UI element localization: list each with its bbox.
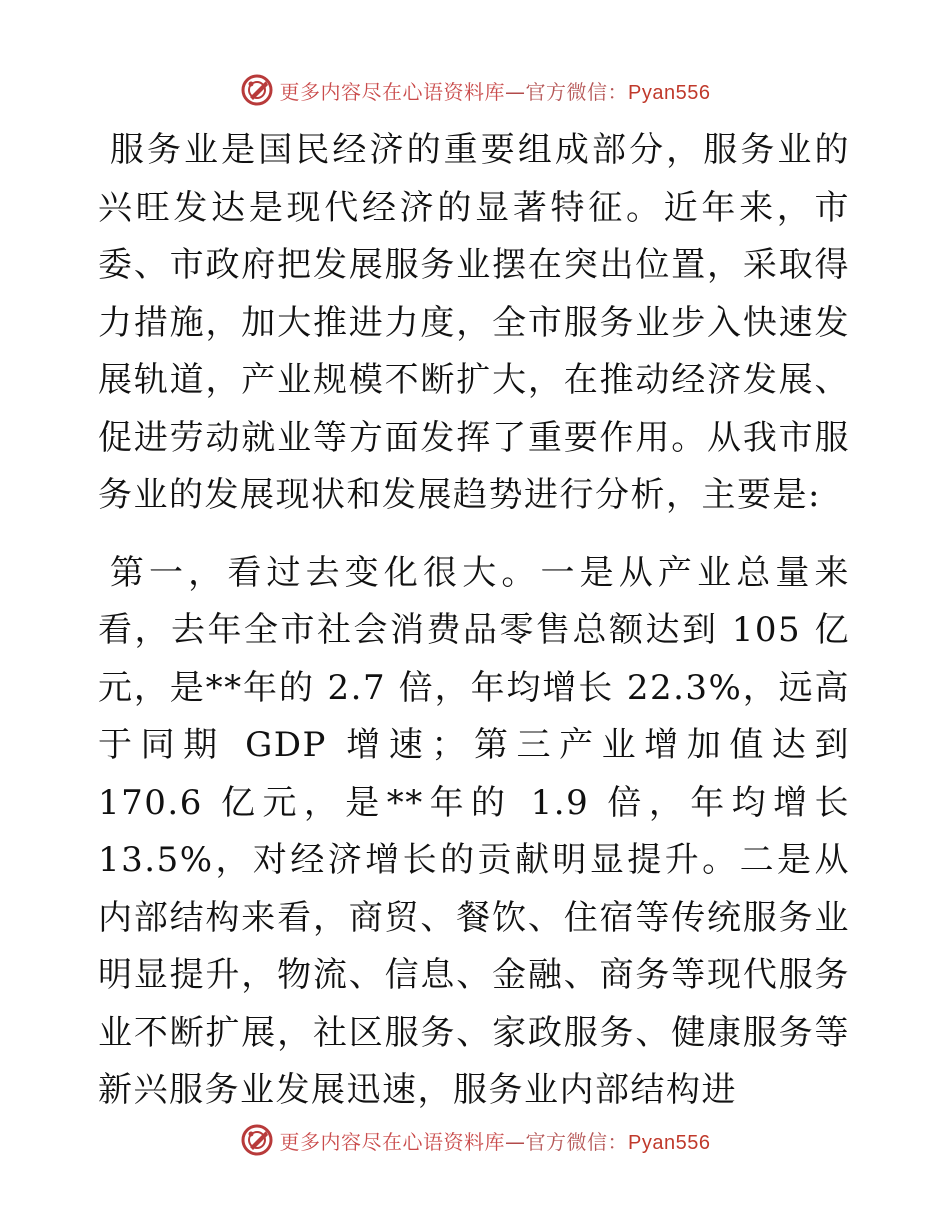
header-wechat-id: Pyan556 bbox=[628, 81, 711, 104]
footer-wechat-label: 官方微信： bbox=[525, 1129, 629, 1154]
xinyu-logo-icon bbox=[240, 1123, 274, 1157]
paragraph-first-point: 第一，看过去变化很大。一是从产业总量来看，去年全市社会消费品零售总额达到 105 亿元，是**年的 2.7 倍，年均增长 22.3%，远高于同期 GDP 增速；第三产业增加值达到 170.6 亿元，是**年的 1.9 倍，年均增长 13.5%，对经济增长的贡献明显提升。二是从内部结构来看，商贸、餐饮、住宿等传统服务业明显提升，物流、信息、金融、商务等现代服务业不断扩展，社区服务、家政服务、健康服务等新兴服务业发展迅速，服务业内部结构进 bbox=[98, 552, 850, 1110]
footer-banner bbox=[0, 1120, 950, 1160]
xinyu-logo-icon bbox=[240, 73, 274, 107]
header-wechat-label: 官方微信： bbox=[525, 79, 629, 104]
footer-brand-link[interactable]: 更多内容尽在心语资料库 bbox=[279, 1129, 506, 1154]
header-dash: — bbox=[505, 79, 526, 104]
header-banner-text bbox=[280, 76, 711, 105]
document-body bbox=[98, 122, 850, 1120]
footer-wechat-id: Pyan556 bbox=[628, 1131, 711, 1154]
footer-dash: — bbox=[505, 1129, 526, 1154]
paragraph-intro: 服务业是国民经济的重要组成部分，服务业的兴旺发达是现代经济的显著特征。近年来，市委、市政府把发展服务业摆在突出位置，采取得力措施，加大推进力度，全市服务业步入快速发展轨道，产业规模不断扩大，在推动经济发展、促进劳动就业等方面发挥了重要作用。从我市服务业的发展现状和发展趋势进行分析，主要是: bbox=[98, 130, 850, 515]
footer-banner-text bbox=[280, 1126, 711, 1155]
header-brand-link[interactable]: 更多内容尽在心语资料库 bbox=[279, 79, 506, 104]
header-banner bbox=[0, 70, 950, 110]
